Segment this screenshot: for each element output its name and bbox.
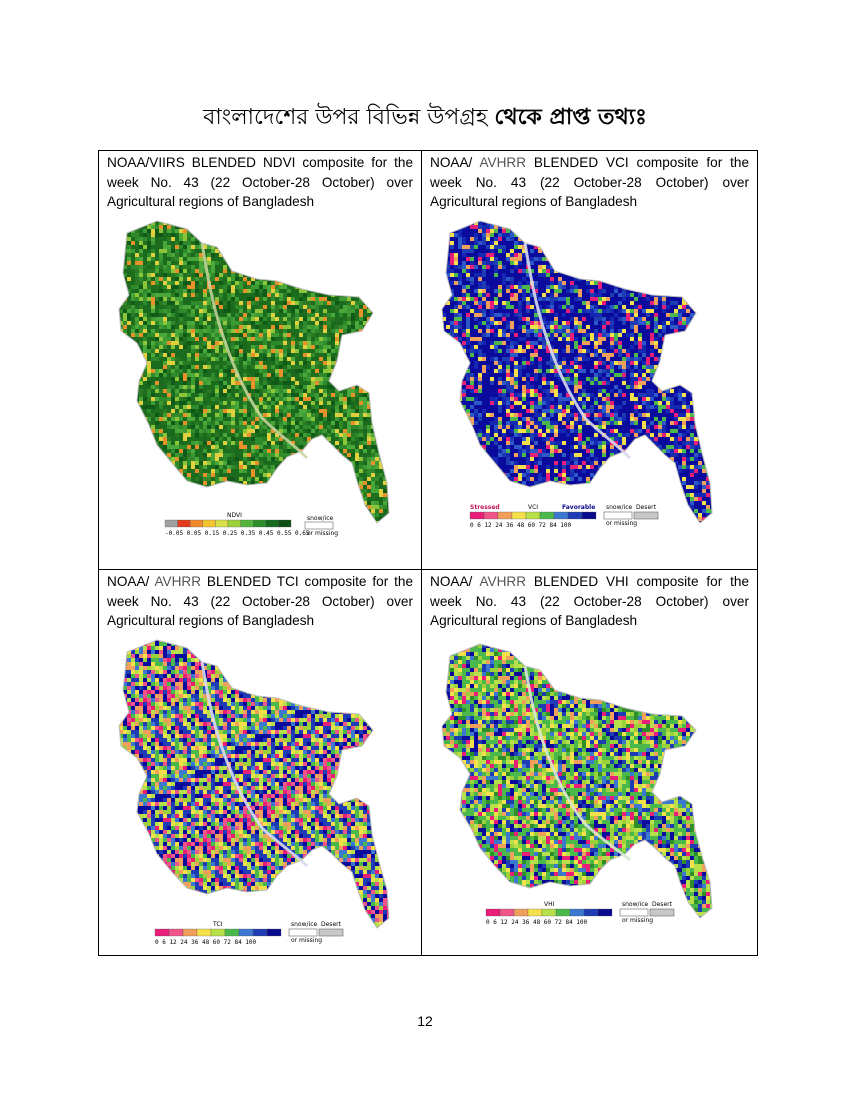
tci-legend-title: TCI <box>212 921 223 928</box>
vhi-legend-side-top: snow/ice <box>622 901 648 908</box>
ndvi-map <box>107 213 407 553</box>
caption-line1: BLENDED VHI composite for the <box>534 574 749 589</box>
tci-legend-ticks: 0 6 12 24 36 48 60 72 84 100 <box>155 939 257 946</box>
caption-line3: Agricultural regions of Bangladesh <box>430 611 749 631</box>
ndvi-legend-side-top: snow/ice <box>307 515 333 522</box>
caption-line1: BLENDED NDVI composite for the <box>192 155 413 170</box>
caption-sensor: AVHRR <box>479 574 526 589</box>
ndvi-legend <box>165 512 338 537</box>
ndvi-legend-side-bottom: or missing <box>307 530 338 537</box>
vhi-legend <box>486 901 674 926</box>
page-title-bold: থেকে প্রাপ্ত তথ্যঃ <box>494 105 646 130</box>
ndvi-legend-missing-swatch <box>305 522 333 529</box>
caption-sensor: AVHRR <box>154 574 201 589</box>
satellite-panels-table <box>98 150 758 956</box>
panel-ndvi <box>99 151 422 570</box>
caption-line3: Agricultural regions of Bangladesh <box>107 192 413 212</box>
tci-legend-side-bottom: or missing <box>291 937 322 944</box>
caption-line2: week No. 43 (22 October-28 October) over <box>430 592 749 612</box>
ndvi-legend-bar <box>165 520 291 527</box>
caption-line2: week No. 43 (22 October-28 October) over <box>107 592 413 612</box>
vci-legend <box>470 504 658 529</box>
tci-legend-missing-swatch <box>289 929 317 936</box>
vci-legend-favorable: Favorable <box>562 504 595 511</box>
page-title <box>0 102 850 134</box>
tci-legend-desert-swatch <box>319 929 343 936</box>
vhi-legend-side-top2: Desert <box>652 901 673 908</box>
caption-sensor: AVHRR <box>479 155 526 170</box>
ndvi-legend-ticks: -0.05 0.05 0.15 0.25 0.35 0.45 0.55 0.65 <box>165 530 310 537</box>
caption-prefix: NOAA/ <box>430 574 472 589</box>
vci-legend-side-top: snow/ice <box>606 504 632 511</box>
tci-legend <box>155 921 343 946</box>
panel-vhi <box>422 570 757 955</box>
ndvi-legend-title: NDVI <box>227 512 242 519</box>
vci-legend-side-bottom: or missing <box>606 520 637 527</box>
caption-prefix: NOAA/VIIRS <box>107 155 185 170</box>
vhi-map <box>430 640 730 948</box>
vhi-legend-missing-swatch <box>620 909 648 916</box>
panel-vci-caption <box>430 153 749 212</box>
caption-line3: Agricultural regions of Bangladesh <box>107 611 413 631</box>
vci-legend-stressed: Stressed <box>470 504 500 511</box>
vhi-legend-title: VHI <box>544 901 555 908</box>
vci-legend-side-top2: Desert <box>636 504 657 511</box>
tci-legend-bar <box>155 929 281 936</box>
vhi-legend-desert-swatch <box>650 909 674 916</box>
panel-vci <box>422 151 757 570</box>
vci-map <box>430 213 730 553</box>
tci-map <box>107 634 407 952</box>
vci-legend-title: VCI <box>528 504 538 511</box>
vci-legend-bar <box>470 512 596 519</box>
caption-line3: Agricultural regions of Bangladesh <box>430 192 749 212</box>
caption-line2: week No. 43 (22 October-28 October) over <box>430 173 749 193</box>
caption-prefix: NOAA/ <box>430 155 472 170</box>
ndvi-map-pixels <box>107 213 407 533</box>
page-number: 12 <box>0 1013 850 1029</box>
panel-tci-caption <box>107 572 413 631</box>
page-title-regular: বাংলাদেশের উপর বিভিন্ন উপগ্রহ <box>203 105 487 130</box>
vhi-legend-side-bottom: or missing <box>622 917 653 924</box>
vhi-map-pixels <box>430 640 730 932</box>
caption-line2: week No. 43 (22 October-28 October) over <box>107 173 413 193</box>
tci-map-pixels <box>107 634 407 934</box>
caption-line1: BLENDED VCI composite for the <box>534 155 749 170</box>
caption-line1: BLENDED TCI composite for the <box>207 574 413 589</box>
panel-ndvi-caption <box>107 153 413 212</box>
tci-legend-side-top2: Desert <box>321 921 342 928</box>
tci-legend-side-top: snow/ice <box>291 921 317 928</box>
vci-map-pixels <box>430 213 730 533</box>
vci-legend-desert-swatch <box>634 512 658 519</box>
panel-vhi-caption <box>430 572 749 631</box>
vhi-legend-bar <box>486 909 612 916</box>
caption-prefix: NOAA/ <box>107 574 149 589</box>
panel-tci <box>99 570 422 955</box>
vci-legend-missing-swatch <box>604 512 632 519</box>
vci-legend-ticks: 0 6 12 24 36 48 60 72 84 100 <box>470 522 572 529</box>
vhi-legend-ticks: 0 6 12 24 36 48 60 72 84 100 <box>486 919 588 926</box>
